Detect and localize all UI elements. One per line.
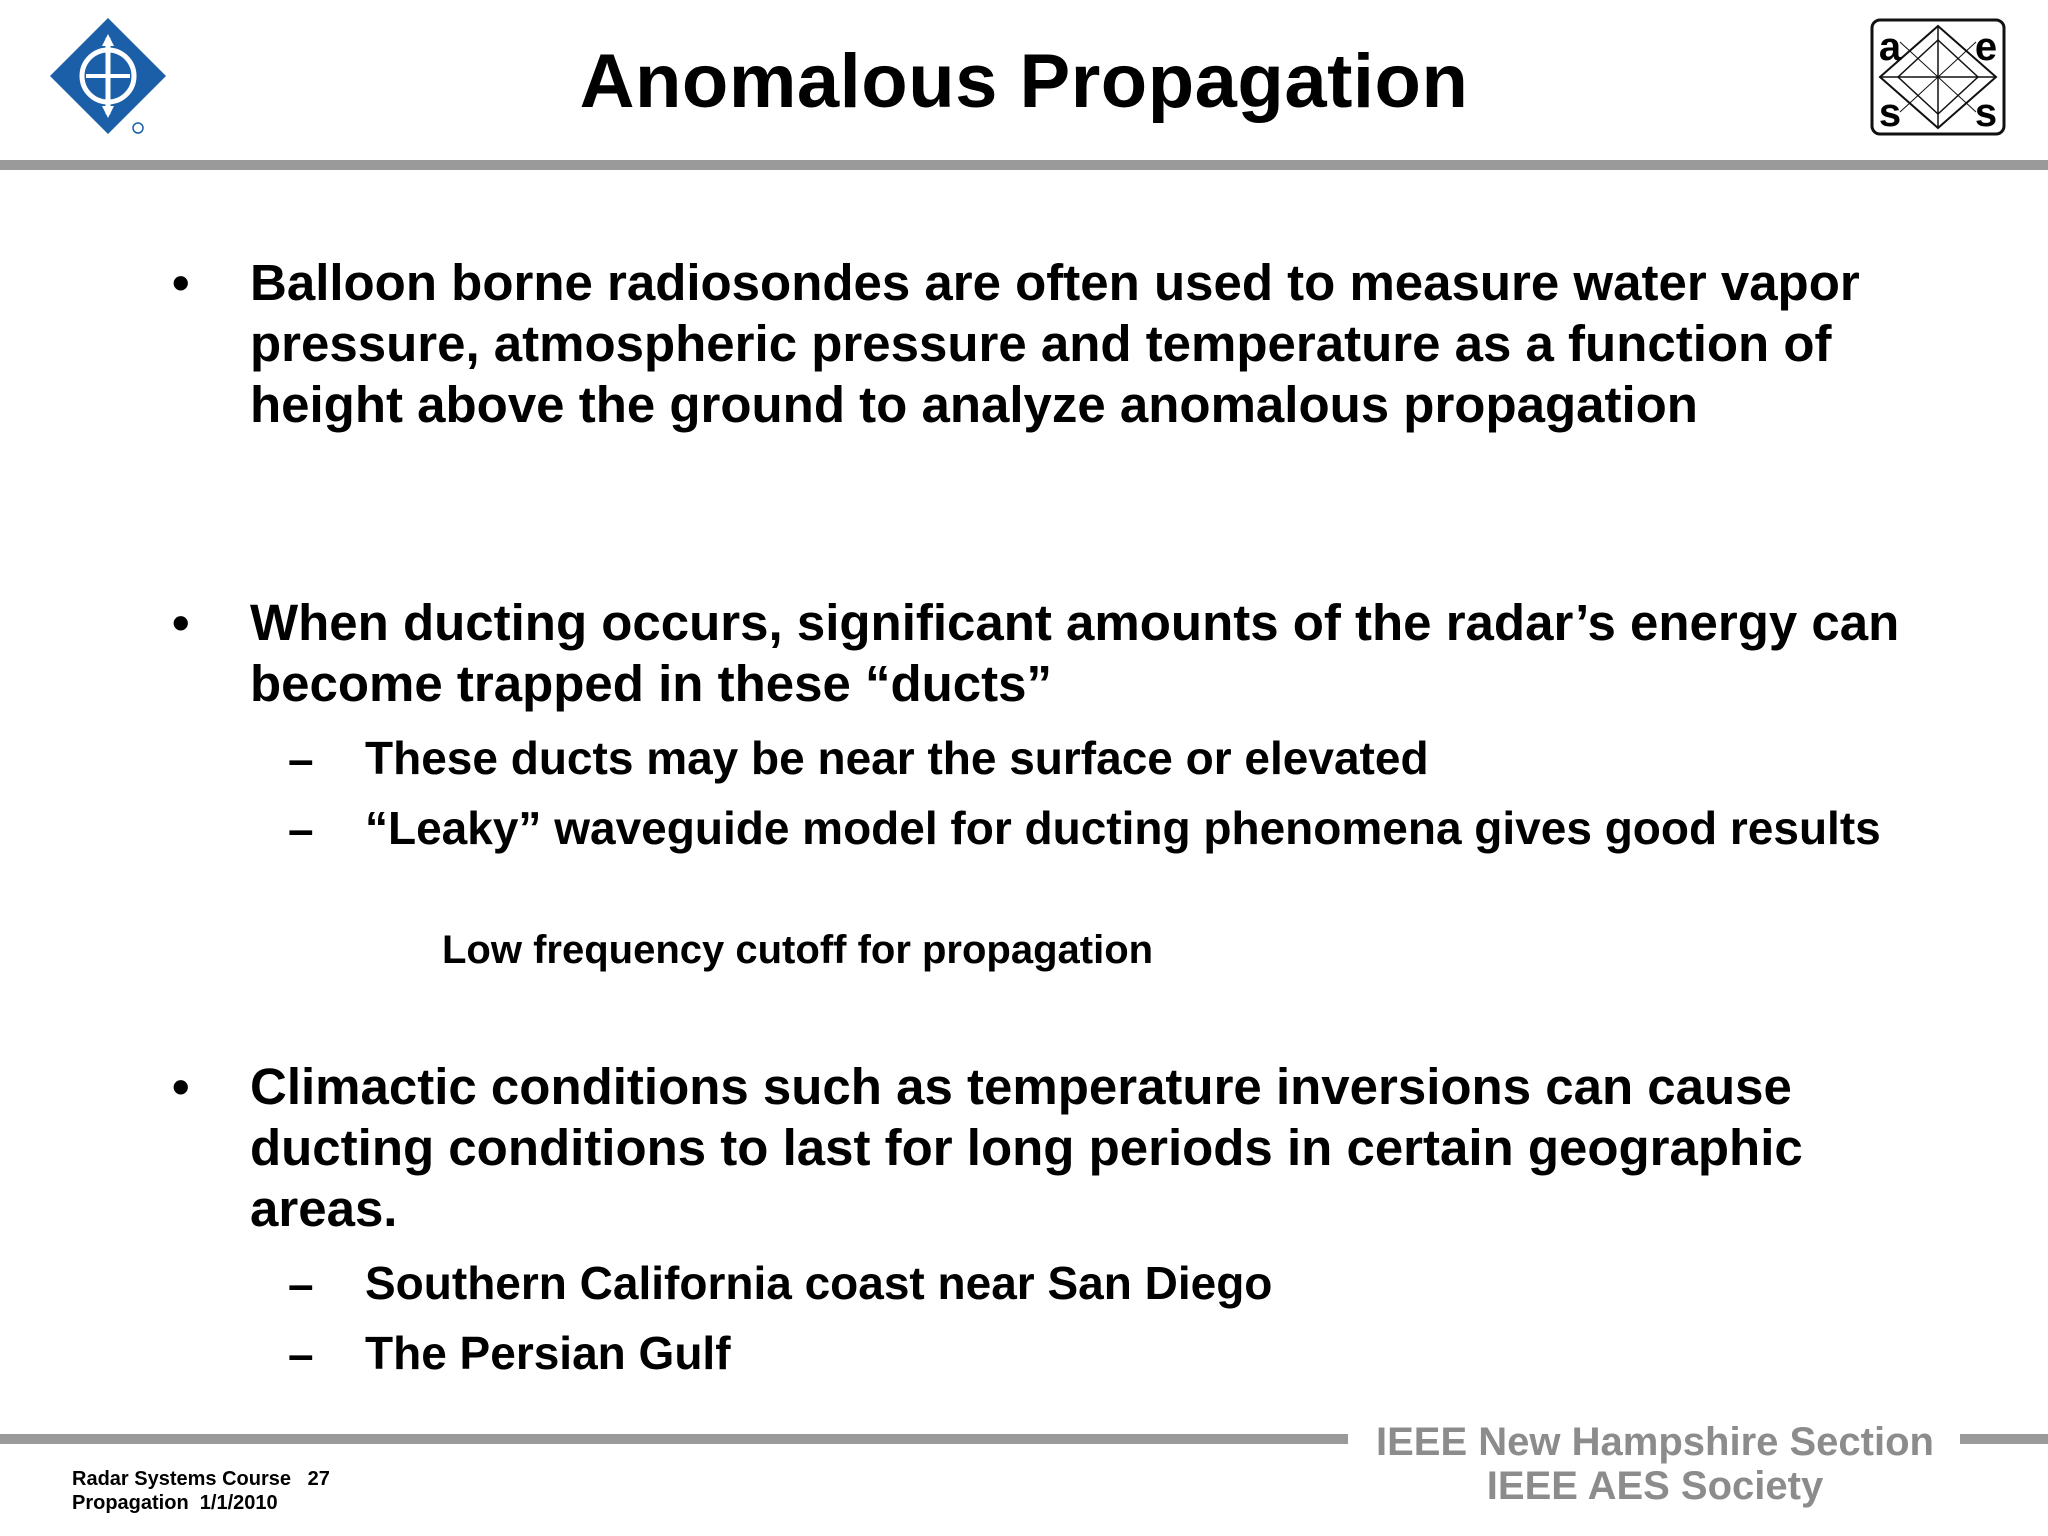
footer-date: 1/1/2010 <box>199 1492 278 1514</box>
page-title: Anomalous Propagation <box>579 39 1469 124</box>
dash-marker: – <box>288 1328 314 1380</box>
bullet-marker: • <box>172 1059 190 1115</box>
footer-topic-line <box>72 1492 278 1515</box>
bullet-2-sub-2-text: “Leaky” waveguide model for ducting phenomena gives good results <box>365 802 1881 854</box>
footer-section-name: IEEE New Hampshire Section <box>1376 1420 1934 1464</box>
bullet-marker: • <box>172 255 190 311</box>
bullet-3-text: Climactic conditions such as temperature inversions can cause ducting conditions to last for long periods in certain geographic areas. <box>250 1058 1803 1237</box>
bullet-2-subsub-text: Low frequency cutoff for propagation <box>442 928 1154 972</box>
footer-course-line <box>72 1468 330 1491</box>
bullet-1-text: Balloon borne radiosondes are often used to measure water vapor pressure, atmospheric pressure and temperature as a function of height above the ground to analyze anomalous propagation <box>250 254 1860 433</box>
aes-letter-s-right: s <box>1974 91 1998 135</box>
aes-letter-a: a <box>1878 25 1902 69</box>
footer-page-number: 27 <box>307 1468 330 1490</box>
bullet-2-sub-1-text: These ducts may be near the surface or elevated <box>365 732 1429 784</box>
dash-marker: – <box>288 1258 314 1310</box>
footer-society-name: IEEE AES Society <box>1486 1464 1824 1508</box>
aes-letter-s-left: s <box>1878 91 1902 135</box>
footer-divider-right <box>1960 1434 2048 1444</box>
bullet-marker: • <box>172 595 190 651</box>
bullet-3-sub-1-text: Southern California coast near San Diego <box>365 1257 1273 1309</box>
dash-marker: – <box>288 803 314 855</box>
header-divider <box>0 160 2048 170</box>
footer-divider-left <box>0 1434 1348 1444</box>
bullet-3-sub-2-text: The Persian Gulf <box>365 1327 731 1379</box>
aes-society-logo <box>1870 18 2006 136</box>
bullet-2-text: When ducting occurs, significant amounts of the radar’s energy can become trapped in these “ducts” <box>250 594 1900 712</box>
aes-letter-e: e <box>1974 25 1998 69</box>
dash-marker: – <box>288 733 314 785</box>
footer-topic: Propagation <box>72 1492 189 1514</box>
footer-course: Radar Systems Course <box>72 1468 291 1490</box>
